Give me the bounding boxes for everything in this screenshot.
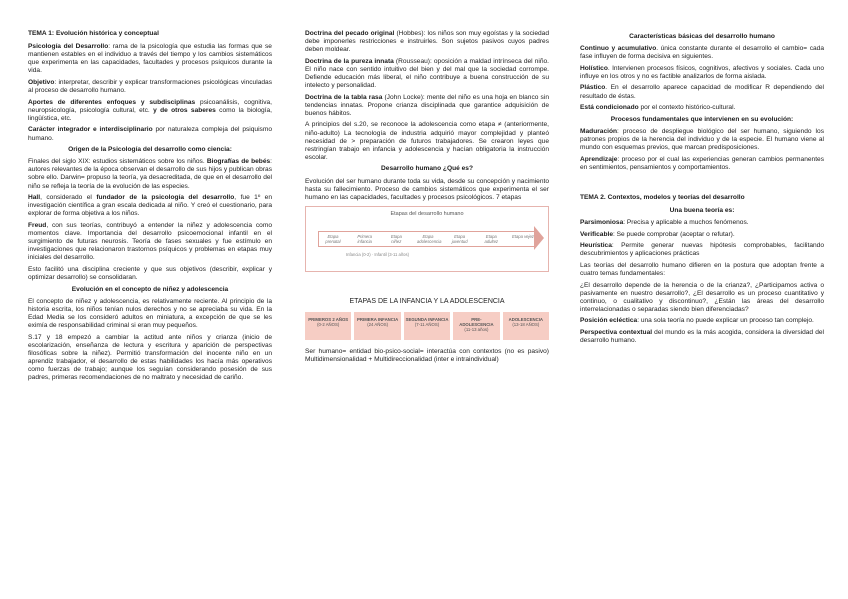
tema-2-title: TEMA 2. Contextos, modelos y teorías del desarrollo xyxy=(580,193,745,201)
paragraph: S.17 y 18 empezó a cambiar la actitud ante niños y crianza (inicio de escolarización, enseñanza de lectura y escritura y aparición de perspectivas filosóficas sobre la niñez). Permitió transformación del inocente niño en un aprendiz trabajador, el desarrollo de estas habilidades los hacía más operativos como fuerzas de trabajo; aunque los seguían considerando posesión de sus padres, primeras recomendaciones de no maltrato y necesidad de cariño. xyxy=(28,333,272,381)
column-1 xyxy=(28,30,272,386)
stages-diagram xyxy=(305,206,549,272)
tema-1-title: TEMA 1: Evolución histórica y conceptual xyxy=(28,30,159,37)
etapa-cell: SEGUNDA INFANCIA (7-11 AÑOS) xyxy=(404,312,450,340)
paragraph: Está condicionado por el contexto histórico-cultural. xyxy=(580,104,736,112)
paragraph: Las teorías del desarrollo humano difieren en la postura que adoptan frente a cuatro temas fundamentales: xyxy=(580,261,824,277)
paragraph: Finales del siglo XIX: estudios sistemáticos sobre los niños. Biografías de bebés: autores relevantes de la época observan el desarrollo de sus hijos y publican obras sobre ello. Darwin= propuso la teoría, ya desacreditada, de que en el desarrollo del niño se refleja la teoría de la evolución de las especies. xyxy=(28,158,272,190)
etapas-title: ETAPAS DE LA INFANCIA Y LA ADOLESCENCIA xyxy=(349,297,505,305)
paragraph: Carácter integrador e interdisciplinario por naturaleza compleja del psiquismo humano. xyxy=(28,126,273,142)
etapa-cell: PRIMERA INFANCIA (24 AÑOS) xyxy=(354,312,400,340)
stage-label: Primera infancia xyxy=(357,233,372,244)
paragraph: Doctrina de la tabla rasa (John Locke): mente del niño es una hoja en blanco sin tendencias innatas. Propone crianza disciplinada que garantice adquisición de buenos hábitos. xyxy=(305,93,549,117)
paragraph: Continuo y acumulativo. única constante durante el desarrollo el cambio= cada fase influyen de forma decisiva en siguientes. xyxy=(580,45,824,61)
paragraph: Perspectiva contextual del mundo es la más acogida, considera la diversidad del desarrollo humano. xyxy=(580,329,824,345)
paragraph: El concepto de niñez y adolescencia, es relativamente reciente. Al principio de la historia escrita, los niños tenían nulos derechos y no se apreciaba su vida. En la Edad Media se los consideró adultos en miniatura, a excepción de que se les eximía de responsabilidad criminal si eran muy pequeños. xyxy=(28,297,272,329)
diagram-title: Etapas del desarrollo humano xyxy=(390,210,464,217)
paragraph: Holístico. Intervienen procesos físicos, cognitivos, afectivos y sociales. Cada uno influye en los otros y no es factible analizarlos de forma aislada. xyxy=(580,64,824,80)
stage-label: Etapa niñez xyxy=(390,233,402,244)
paragraph: Psicología del Desarrollo: rama de la psicología que estudia las formas que se mantienen estables en el individuo a través del tiempo y los cambios sistemáticos que experimenta en las capacidades, facultades y procesos psíquicos durante la vida. xyxy=(28,43,272,75)
paragraph: Freud, con sus teorías, contribuyó a entender la niñez y adolescencia como momentos clave. Importancia del desarrollo psicoemocional infantil en el surgimiento de futuras neurosis. Teoría de fases sexuales y fue estímulo en investigaciones que relacionaron trastornos psíquicos y problemas en etapas muy iniciales del desarrollo. xyxy=(28,221,272,262)
stage-label: Etapa prenatal xyxy=(325,233,341,244)
column-3 xyxy=(580,30,824,349)
paragraph: Objetivo: interpretar, describir y explicar transformaciones psicológicas vinculadas al proceso de desarrollo humano. xyxy=(28,78,272,95)
paragraph: Posición ecléctica: una sola teoría no puede explicar un proceso tan complejo. xyxy=(580,317,814,325)
paragraph: Hall, considerado el fundador de la psicología del desarrollo, fue 1º en investigación científica a gran escala dedicada al niño. Y creó el cuestionario, para explorar de forma objetiva a los niños. xyxy=(28,194,273,218)
paragraph: A principios del s.20, se reconoce la adolescencia como etapa ≠ (anteriormente, niño-adulto) La tecnología de industria adquirió mayor complejidad y planteó necesidad de > preparación de futuros trabajadores. Se crearon leyes que restringían trabajo en infancia y adolescencia y hacían obligatoria la instrucción escolar. xyxy=(305,121,549,161)
paragraph: Aportes de diferentes enfoques y subdisciplinas psicoanálisis, cognitiva, neuropsicología, psicología cultural, etc. y de otros saberes como la biología, lingüística, etc. xyxy=(28,98,272,122)
column-2 xyxy=(305,30,549,368)
section-heading: Evolución en el concepto de niñez y adolescencia xyxy=(71,285,229,293)
stage-label: Etapa adolescencia xyxy=(416,233,442,244)
paragraph: ¿El desarrollo depende de la herencia o de la crianza?, ¿Participamos activa o pasivamente en nuestro desarrollo?, ¿El desarrollo es un proceso cuantitativo y continuo, o cualitativo y discontinuo?, ¿Están las áreas del desarrollo interrelacionadas o separadas siendo bien diferenciadas? xyxy=(580,281,824,313)
paragraph: Plástico. En el desarrollo aparece capacidad de modificar R dependiendo del resultado de éstas. xyxy=(580,84,824,100)
paragraph: Doctrina de la pureza innata (Rousseau): oposición a maldad intrínseca del niño. El niño nace con sentido intuitivo del bien y del mal que la sociedad corrompe. Defiende educación más liberal, el niño contribuye a buena construcción de su intelecto y personalidad. xyxy=(305,57,549,90)
etapa-cell: ADOLESCENCIA (13-18 AÑOS) xyxy=(503,312,549,340)
etapa-cell: PRIMEROS 2 AÑOS (0-2 AÑOS) xyxy=(305,312,351,340)
paragraph: Aprendizaje: proceso por el cual las experiencias generan cambios permanentes en sentimientos, pensamientos y comportamientos. xyxy=(580,155,824,171)
stage-label: Etapa adultez xyxy=(484,233,499,244)
paragraph: Maduración: proceso de despliegue biológico del ser humano, siguiendo los patrones propios de la herencia del individuo y de la especie. El humano viene al mundo con esquemas previos, que marcan predisposiciones. xyxy=(580,127,824,152)
paragraph: Parsimoniosa: Precisa y aplicable a muchos fenómenos. xyxy=(580,219,749,226)
stage-label: Etapa juventud xyxy=(451,233,468,244)
diagram-stages xyxy=(322,235,534,245)
paragraph: Evolución del ser humano durante toda su vida, desde su concepción y nacimiento hasta su fallecimiento. Proceso de cambios sistemáticos que experimenta el ser humano en las capacidades, facultades y procesos psicológicos. 7 etapas xyxy=(305,177,549,201)
diagram-subnote: Infancia (0-2) · Infantil (3-11 años) xyxy=(346,251,409,257)
section-heading: Características básicas del desarrollo humano xyxy=(629,33,775,40)
stage-label: Etapa vejez xyxy=(511,233,534,239)
section-heading: Una buena teoría es: xyxy=(669,206,735,214)
etapa-cell: PRE-ADOLESCENCIA (11-13 años) xyxy=(453,312,499,340)
etapas-table xyxy=(305,312,549,340)
paragraph: Verificable: Se puede comprobar (aceptar o refutar). xyxy=(580,230,735,238)
paragraph: Doctrina del pecado original (Hobbes): los niños son muy egoístas y la sociedad debe imponerles restricciones e instruirles. Son sujetos pasivos cuyos padres deben moldear. xyxy=(305,30,550,54)
section-heading: Procesos fundamentales que intervienen en su evolución: xyxy=(610,115,794,123)
paragraph: Ser humano= entidad bio-psico-social= interactúa con contextos (no es pasivo) Multidimensionalidad + Multidireccionalidad (inter e intraindividual) xyxy=(305,347,549,363)
paragraph: Esto facilitó una disciplina creciente y que sus objetivos (describir, explicar y optimizar desarrollo) se consolidaran. xyxy=(28,265,272,281)
section-heading: Desarrollo humano ¿Qué es? xyxy=(381,165,473,173)
diagram-arrow-head xyxy=(534,226,544,250)
section-heading: Origen de la Psicología del desarrollo como ciencia: xyxy=(68,146,232,154)
paragraph: Heurística: Permite generar nuevas hipótesis comprobables, facilitando descubrimientos y aplicaciones prácticas xyxy=(580,242,824,258)
